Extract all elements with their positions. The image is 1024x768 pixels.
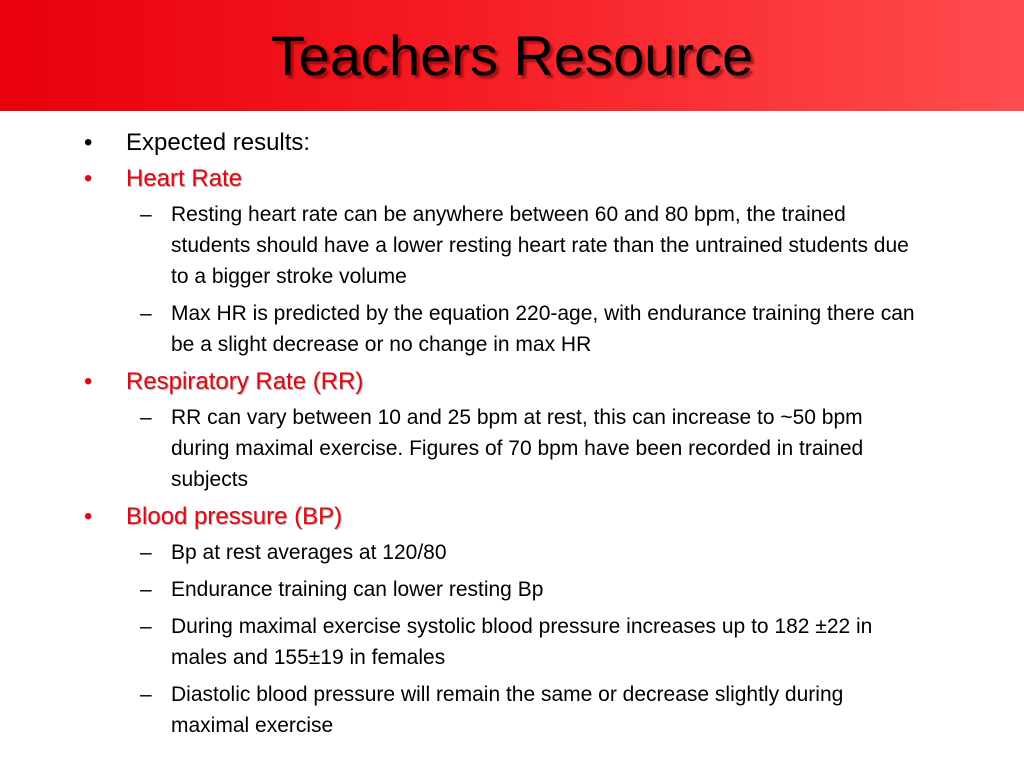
heading-heart-rate xyxy=(84,163,924,195)
dash-icon: – xyxy=(140,615,152,638)
slide-title: Teachers Resource xyxy=(270,24,754,87)
bullet-text: Expected results: xyxy=(126,129,311,156)
dash-icon: – xyxy=(140,406,152,429)
heading-text: Blood pressure (BP) xyxy=(126,503,343,530)
title-bar xyxy=(0,0,1024,111)
sub-item-bp-rest xyxy=(84,537,924,568)
bullet-dot-icon: • xyxy=(84,368,93,395)
heading-blood-pressure xyxy=(84,501,924,533)
heading-respiratory-rate xyxy=(84,366,924,398)
heading-text: Heart Rate xyxy=(126,165,243,192)
sub-item-resting-hr xyxy=(84,199,924,292)
dash-icon: – xyxy=(140,203,152,226)
sub-item-bp-systolic xyxy=(84,611,924,673)
sub-item-text: Resting heart rate can be anywhere between 60 and 80 bpm, the trained students should have a lower resting heart rate than the untrained students due to a bigger stroke volume xyxy=(171,203,909,288)
sub-item-max-hr xyxy=(84,298,924,360)
bullet-dot-icon: • xyxy=(84,129,93,156)
sub-item-text: Max HR is predicted by the equation 220-age, with endurance training there can be a slight decrease or no change in max HR xyxy=(171,302,915,356)
sub-item-text: Diastolic blood pressure will remain the same or decrease slightly during maximal exercise xyxy=(171,683,844,737)
sub-item-bp-diastolic xyxy=(84,679,924,741)
dash-icon: – xyxy=(140,578,152,601)
sub-item-text: During maximal exercise systolic blood pressure increases up to 182 ±22 in males and 155±19 in females xyxy=(171,615,873,669)
dash-icon: – xyxy=(140,302,152,325)
dash-icon: – xyxy=(140,683,152,706)
slide-content xyxy=(84,127,924,747)
bullet-dot-icon: • xyxy=(84,165,93,192)
bullet-dot-icon: • xyxy=(84,503,93,530)
sub-item-bp-endurance xyxy=(84,574,924,605)
bullet-expected-results xyxy=(84,127,924,159)
sub-item-text: RR can vary between 10 and 25 bpm at rest, this can increase to ~50 bpm during maximal exercise. Figures of 70 bpm have been recorded in trained subjects xyxy=(171,406,864,491)
heading-text: Respiratory Rate (RR) xyxy=(126,368,364,395)
dash-icon: – xyxy=(140,541,152,564)
sub-item-rr-range xyxy=(84,402,924,495)
sub-item-text: Bp at rest averages at 120/80 xyxy=(171,541,447,564)
sub-item-text: Endurance training can lower resting Bp xyxy=(171,578,544,601)
